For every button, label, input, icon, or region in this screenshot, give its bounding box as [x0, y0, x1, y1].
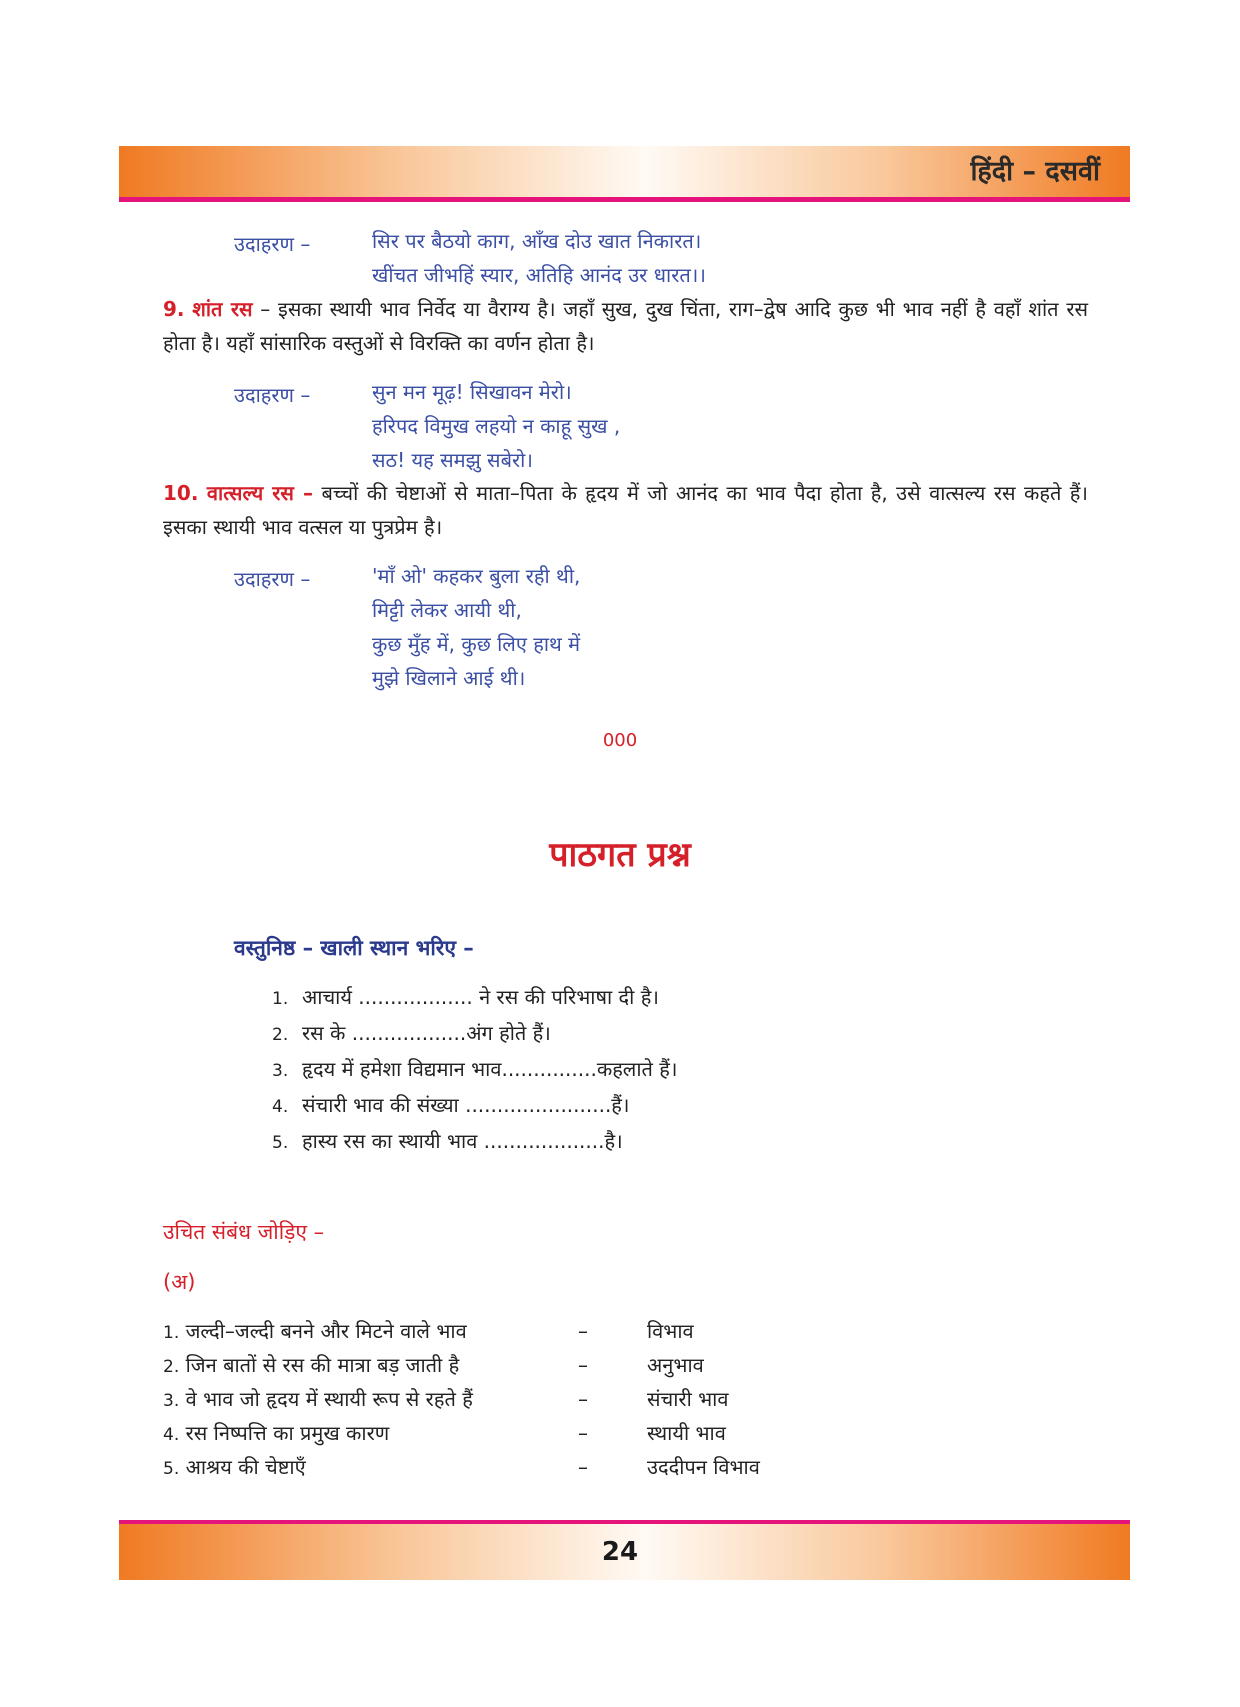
- table-row: 5. आश्रय की चेष्टाएँ – उददीपन विभाव: [163, 1455, 760, 1479]
- section-title: पाठगत प्रश्न: [549, 835, 691, 875]
- example-label-2: उदाहरण –: [234, 383, 311, 407]
- example-verse-2: [372, 375, 620, 477]
- match-subsection-label: (अ): [163, 1270, 196, 1294]
- verse-line: सठ! यह समझु सबेरो।: [372, 448, 533, 472]
- verse-line: हरिपद विमुख लहयो न काहू सुख ,: [372, 414, 621, 438]
- example-label-3: उदाहरण –: [234, 567, 311, 591]
- verse-line: खींचत जीभहिं स्यार, अतिहि आनंद उर धारत।।: [372, 263, 706, 287]
- list-item: 2. रस के ..................अंग होते हैं।: [272, 1021, 551, 1045]
- shant-ras-paragraph: [163, 292, 1088, 360]
- objective-title: वस्तुनिष्ठ – खाली स्थान भरिए –: [234, 936, 474, 960]
- item-number: 10.: [163, 481, 199, 505]
- list-item: 5. हास्य रस का स्थायी भाव ...................है।: [272, 1129, 623, 1153]
- example-verse-1: [372, 224, 706, 292]
- section-separator: 000: [602, 730, 638, 751]
- match-table: [163, 1314, 1063, 1484]
- page-number: 24: [601, 1537, 639, 1567]
- table-row: 2. जिन बातों से रस की मात्रा बड़ जाती है – अनुभाव: [163, 1353, 704, 1377]
- shant-ras-heading: शांत रस: [192, 297, 253, 321]
- verse-line: सिर पर बैठयो काग, आँख दोउ खात निकारत।: [372, 229, 702, 253]
- shant-ras-text: – इसका स्थायी भाव निर्वेद या वैराग्य है। जहाँ सुख, दुख चिंता, राग–द्वेष आदि कुछ भी भाव नहीं है वहाँ शांत रस होता है। यहाँ सांसारिक वस्तुओं से विरक्ति का वर्णन होता है।: [163, 297, 1089, 355]
- list-item: 3. हृदय में हमेशा विद्यमान भाव...............कहलाते हैं।: [272, 1057, 678, 1081]
- header-title: हिंदी – दसवीं: [970, 156, 1100, 187]
- verse-line: सुन मन मूढ़! सिखावन मेरो।: [372, 380, 572, 404]
- vatsalya-ras-heading: वात्सल्य रस –: [206, 481, 314, 505]
- verse-line: कुछ मुँह में, कुछ लिए हाथ में: [372, 632, 581, 656]
- vatsalya-ras-text: बच्चों की चेष्टाओं से माता–पिता के हृदय में जो आनंद का भाव पैदा होता है, उसे वात्सल्य रस कहते हैं। इसका स्थायी भाव वत्सल या पुत्रप्रेम है।: [163, 481, 1089, 539]
- example-label-1: उदाहरण –: [234, 232, 311, 256]
- header-divider: [119, 197, 1130, 202]
- verse-line: मिट्टी लेकर आयी थी,: [372, 598, 522, 622]
- vatsalya-ras-paragraph: [163, 476, 1088, 544]
- verse-line: मुझे खिलाने आई थी।: [372, 666, 526, 690]
- table-row: 1. जल्दी–जल्दी बनने और मिटने वाले भाव – विभाव: [163, 1319, 694, 1343]
- table-row: 4. रस निष्पत्ति का प्रमुख कारण – स्थायी भाव: [163, 1421, 726, 1445]
- example-verse-3: [372, 559, 580, 695]
- list-item: 1. आचार्य .................. ने रस की परिभाषा दी है।: [272, 985, 659, 1009]
- match-title: उचित संबंध जोड़िए –: [163, 1220, 325, 1244]
- table-row: 3. वे भाव जो हृदय में स्थायी रूप से रहते हैं – संचारी भाव: [163, 1387, 729, 1411]
- item-number: 9.: [163, 297, 185, 321]
- list-item: 4. संचारी भाव की संख्या .......................हैं।: [272, 1093, 630, 1117]
- verse-line: 'माँ ओ' कहकर बुला रही थी,: [372, 564, 581, 588]
- fill-in-blanks-list: [272, 980, 678, 1160]
